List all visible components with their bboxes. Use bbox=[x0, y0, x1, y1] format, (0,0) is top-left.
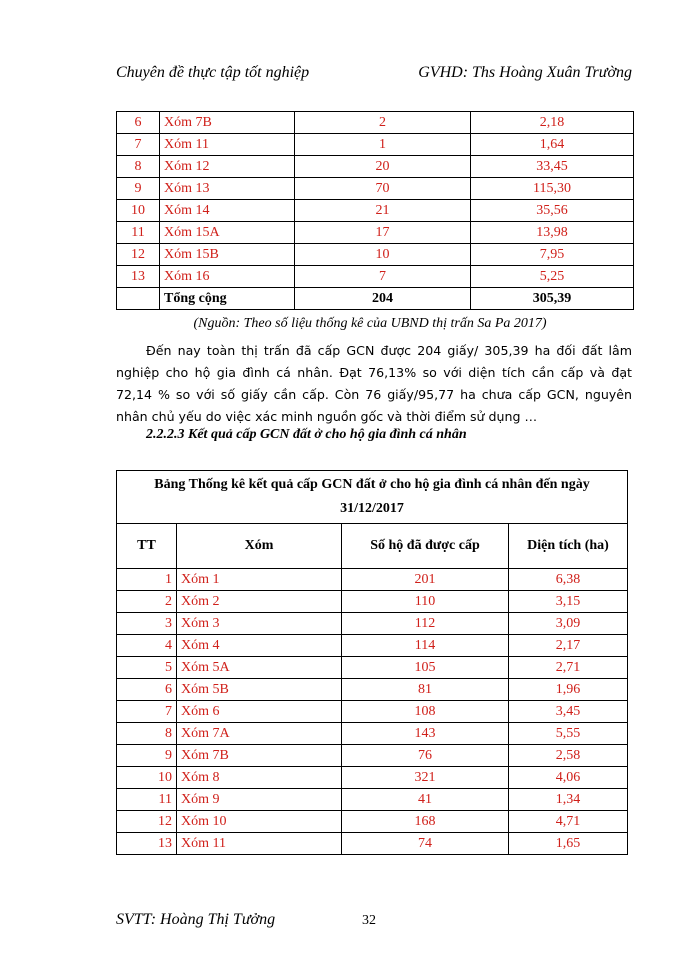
area-ha: 13,98 bbox=[471, 222, 634, 244]
row-number: 6 bbox=[117, 112, 160, 134]
area-ha: 33,45 bbox=[471, 156, 634, 178]
table-row bbox=[117, 266, 634, 288]
area-ha: 5,55 bbox=[509, 723, 628, 745]
footer-author: SVTT: Hoàng Thị Tưởng bbox=[116, 911, 276, 928]
row-number: 13 bbox=[117, 833, 177, 855]
area-ha: 2,17 bbox=[509, 635, 628, 657]
household-count: 114 bbox=[342, 635, 509, 657]
hamlet-name: Xóm 3 bbox=[177, 613, 342, 635]
row-number: 2 bbox=[117, 591, 177, 613]
total-area: 305,39 bbox=[471, 288, 634, 310]
row-number: 8 bbox=[117, 723, 177, 745]
area-ha: 1,96 bbox=[509, 679, 628, 701]
hamlet-name: Xóm 15A bbox=[160, 222, 295, 244]
row-number: 1 bbox=[117, 569, 177, 591]
row-number: 9 bbox=[117, 178, 160, 200]
table-row bbox=[117, 178, 634, 200]
household-count: 20 bbox=[295, 156, 471, 178]
table-row bbox=[117, 244, 634, 266]
table-row bbox=[117, 789, 628, 811]
table-row bbox=[117, 745, 628, 767]
row-number: 12 bbox=[117, 811, 177, 833]
table-row bbox=[117, 635, 628, 657]
table-row bbox=[117, 222, 634, 244]
household-count: 2 bbox=[295, 112, 471, 134]
hamlet-name: Xóm 1 bbox=[177, 569, 342, 591]
table-row bbox=[117, 200, 634, 222]
area-ha: 5,25 bbox=[471, 266, 634, 288]
hamlet-name: Xóm 10 bbox=[177, 811, 342, 833]
table-row bbox=[117, 657, 628, 679]
row-number: 7 bbox=[117, 701, 177, 723]
household-count: 10 bbox=[295, 244, 471, 266]
household-count: 70 bbox=[295, 178, 471, 200]
table-row bbox=[117, 723, 628, 745]
header-area: Diện tích (ha) bbox=[509, 524, 628, 569]
area-ha: 6,38 bbox=[509, 569, 628, 591]
total-label: Tổng cộng bbox=[160, 288, 295, 310]
hamlet-name: Xóm 2 bbox=[177, 591, 342, 613]
row-number: 10 bbox=[117, 767, 177, 789]
table-row bbox=[117, 811, 628, 833]
total-count: 204 bbox=[295, 288, 471, 310]
area-ha: 1,34 bbox=[509, 789, 628, 811]
body-paragraph: Đến nay toàn thị trấn đã cấp GCN được 204 giấy/ 305,39 ha đối đất lâm nghiệp cho hộ gia đình cá nhân. Đạt 76,13% so với diện tích cần cấp và đạt 72,14 % so với số giấy cần cấp. Còn 76 giấy/95,77 ha chưa cấp GCN, nguyên nhân chủ yếu do việc xác minh nguồn gốc và thời điểm sử dụng … bbox=[116, 343, 632, 424]
row-number: 9 bbox=[117, 745, 177, 767]
hamlet-name: Xóm 8 bbox=[177, 767, 342, 789]
table-row bbox=[117, 591, 628, 613]
row-number: 6 bbox=[117, 679, 177, 701]
household-count: 74 bbox=[342, 833, 509, 855]
hamlet-name: Xóm 16 bbox=[160, 266, 295, 288]
table-source-note: (Nguồn: Theo số liệu thống kê của UBND thị trấn Sa Pa 2017) bbox=[193, 316, 547, 331]
household-count: 108 bbox=[342, 701, 509, 723]
household-count: 110 bbox=[342, 591, 509, 613]
table-row bbox=[117, 112, 634, 134]
header-xom: Xóm bbox=[177, 524, 342, 569]
residential-land-certificate-table bbox=[116, 470, 628, 855]
row-number: 12 bbox=[117, 244, 160, 266]
table-row bbox=[117, 569, 628, 591]
row-number: 11 bbox=[117, 789, 177, 811]
section-heading: 2.2.2.3 Kết quả cấp GCN đất ở cho hộ gia đình cá nhân bbox=[146, 427, 467, 442]
area-ha: 3,45 bbox=[509, 701, 628, 723]
table-row bbox=[117, 833, 628, 855]
hamlet-name: Xóm 13 bbox=[160, 178, 295, 200]
area-ha: 2,71 bbox=[509, 657, 628, 679]
area-ha: 3,15 bbox=[509, 591, 628, 613]
row-number: 10 bbox=[117, 200, 160, 222]
hamlet-name: Xóm 9 bbox=[177, 789, 342, 811]
header-left-title: Chuyên đề thực tập tốt nghiệp bbox=[116, 64, 310, 81]
hamlet-name: Xóm 14 bbox=[160, 200, 295, 222]
household-count: 41 bbox=[342, 789, 509, 811]
household-count: 76 bbox=[342, 745, 509, 767]
header-count: Số hộ đã được cấp bbox=[342, 524, 509, 569]
household-count: 321 bbox=[342, 767, 509, 789]
header-right-advisor: GVHD: Ths Hoàng Xuân Trường bbox=[418, 64, 632, 81]
table-total-row bbox=[117, 288, 634, 310]
hamlet-name: Xóm 11 bbox=[160, 134, 295, 156]
row-number: 13 bbox=[117, 266, 160, 288]
household-count: 201 bbox=[342, 569, 509, 591]
household-count: 105 bbox=[342, 657, 509, 679]
table-row bbox=[117, 767, 628, 789]
row-number: 7 bbox=[117, 134, 160, 156]
area-ha: 2,58 bbox=[509, 745, 628, 767]
area-ha: 4,71 bbox=[509, 811, 628, 833]
household-count: 1 bbox=[295, 134, 471, 156]
area-ha: 7,95 bbox=[471, 244, 634, 266]
row-number: 4 bbox=[117, 635, 177, 657]
hamlet-name: Xóm 5B bbox=[177, 679, 342, 701]
row-number: 11 bbox=[117, 222, 160, 244]
household-count: 81 bbox=[342, 679, 509, 701]
area-ha: 115,30 bbox=[471, 178, 634, 200]
table-row bbox=[117, 156, 634, 178]
table-row bbox=[117, 134, 634, 156]
land-certificate-table-continued bbox=[116, 111, 634, 310]
table-row bbox=[117, 701, 628, 723]
hamlet-name: Xóm 7B bbox=[177, 745, 342, 767]
row-number: 8 bbox=[117, 156, 160, 178]
hamlet-name: Xóm 7B bbox=[160, 112, 295, 134]
household-count: 17 bbox=[295, 222, 471, 244]
hamlet-name: Xóm 6 bbox=[177, 701, 342, 723]
hamlet-name: Xóm 11 bbox=[177, 833, 342, 855]
hamlet-name: Xóm 4 bbox=[177, 635, 342, 657]
table-row bbox=[117, 613, 628, 635]
hamlet-name: Xóm 5A bbox=[177, 657, 342, 679]
household-count: 7 bbox=[295, 266, 471, 288]
header-tt: TT bbox=[117, 524, 177, 569]
area-ha: 3,09 bbox=[509, 613, 628, 635]
table-header-row bbox=[117, 524, 628, 569]
hamlet-name: Xóm 15B bbox=[160, 244, 295, 266]
row-number: 5 bbox=[117, 657, 177, 679]
table-row bbox=[117, 679, 628, 701]
hamlet-name: Xóm 7A bbox=[177, 723, 342, 745]
area-ha: 4,06 bbox=[509, 767, 628, 789]
area-ha: 1,65 bbox=[509, 833, 628, 855]
area-ha: 1,64 bbox=[471, 134, 634, 156]
area-ha: 35,56 bbox=[471, 200, 634, 222]
page-number: 32 bbox=[362, 913, 376, 928]
household-count: 168 bbox=[342, 811, 509, 833]
table-title: Bảng Thống kê kết quả cấp GCN đất ở cho hộ gia đình cá nhân đến ngày 31/12/2017 bbox=[117, 471, 628, 524]
household-count: 112 bbox=[342, 613, 509, 635]
area-ha: 2,18 bbox=[471, 112, 634, 134]
row-number: 3 bbox=[117, 613, 177, 635]
household-count: 143 bbox=[342, 723, 509, 745]
hamlet-name: Xóm 12 bbox=[160, 156, 295, 178]
household-count: 21 bbox=[295, 200, 471, 222]
